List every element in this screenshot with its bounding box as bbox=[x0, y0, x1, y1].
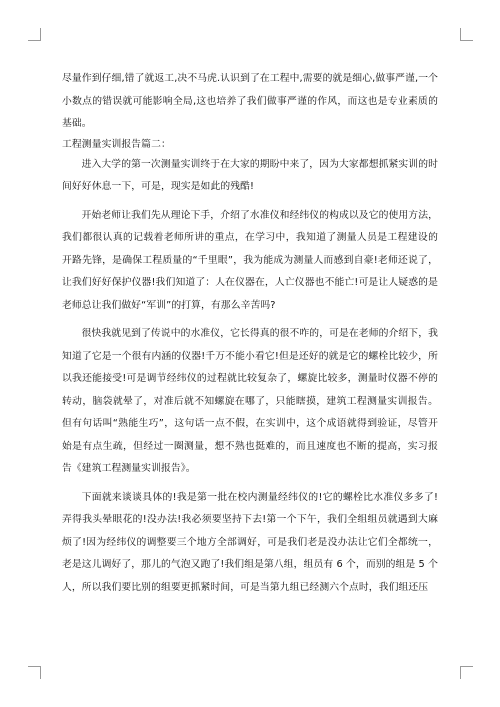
paragraph-continuation: 尽量作到仔细,错了就返工,决不马虎.认识到了在工程中,需要的就是细心,做事严谨,一个小数点的错误就可能影响全局,这也培养了我们做事严谨的作风，而这也是专业素质的基础。 bbox=[62, 73, 438, 129]
crop-mark-top-left bbox=[28, 28, 41, 41]
paragraph-intro: 进入大学的第一次测量实训终于在大家的期盼中来了，因为大家都想抓紧实训的时间好好休息一下，可是，现实是如此的残酷! bbox=[62, 158, 438, 192]
paragraph-practice: 下面就来谈谈具体的!我是第一批在校内测量经纬仪的!它的螺栓比水准仪多多了!弄得我头晕眼花的!没办法!我必须要坚持下去!第一个下午，我们全组组员就遇到大麻烦了!因为经纬仪的调整要三个地方全部调好，可是我们老是没办法让它们全都统一，老是这儿调好了，那儿的气泡又跑了!我们组是第八组，组员有 6 个，而别的组是 5 个人，所以我们要比别的组要更抓紧时间，可是当第九组已经测六个点时，我们组还压 bbox=[62, 491, 438, 593]
crop-mark-bottom-left bbox=[28, 666, 41, 679]
crop-mark-top-right bbox=[460, 28, 473, 41]
report-heading: 工程测量实训报告篇二： bbox=[62, 138, 171, 150]
document-body bbox=[62, 68, 438, 599]
paragraph-instruments: 很快我就见到了传说中的水准仪，它长得真的很不咋的，可是在老师的介绍下，我知道了它是一个很有内涵的仪器!千万不能小看它!但是还好的就是它的螺栓比较少，所以我还能接受!可是调节经纬仪的过程就比较复杂了，螺旋比较多，测量时仪器不停的转动，脑袋就晕了，对准后就不知螺旋在哪了，只能瞎摸，建筑工程测量实训报告。但有句话叫“熟能生巧”，这句话一点不假，在实训中，这个成语就得到验证，尽管开始是有点生疏，但经过一圈测量，想不熟也挺难的，而且速度也不断的提高，实习报告《建筑工程测量实训报告》。 bbox=[62, 328, 438, 474]
paragraph-theory: 开始老师让我们先从理论下手，介绍了水准仪和经纬仪的构成以及它的使用方法，我们都很认真的记载着老师所讲的重点，在学习中，我知道了测量人员是工程建设的开路先锋，是确保工程质量的“千里眼”，我为能成为测量人而感到自豪!老师还说了，让我们好好保护仪器!我们知道了：人在仪器在，人亡仪器也不能亡!可是让人疑惑的是老师总让我们做好“军训”的打算，有那么辛苦吗? bbox=[62, 209, 438, 311]
crop-mark-bottom-right bbox=[460, 666, 473, 679]
